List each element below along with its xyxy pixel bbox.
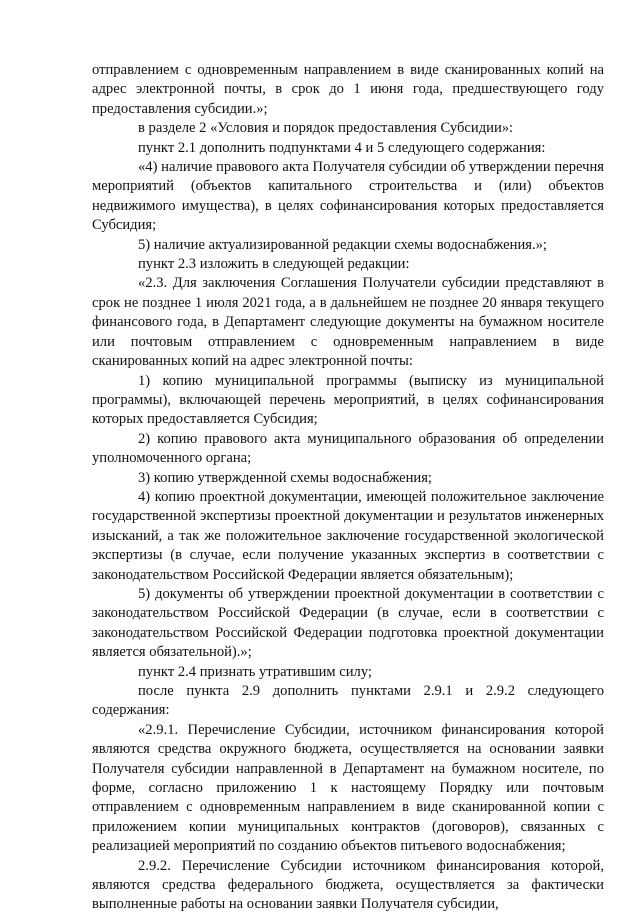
paragraph-item-2-3: пункт 2.3 изложить в следующей редакции:: [138, 256, 410, 273]
paragraph-2-9-1: «2.9.1. Перечисление Субсидии, источником финансирования которой являются средства окружного бюджета, осуществляется на основании заявки Получателя субсидии направленной в Департамент на бумажном носителе, по форме, согласно приложению 1 к настоящему Порядку или почтовым отправлением с одновременным направлением в виде сканированной копии с приложением копии муниципальных контрактов (договоров), связанных с реализацией мероприятий по созданию объектов питьевого водоснабжения;: [92, 721, 604, 855]
paragraph-list-4: 4) копию проектной документации, имеющей положительное заключение государственной экспертизы проектной документации и результатов инженерных изысканий, а так же положительное заключение государственной экологической экспертизы (в случае, если получение указанных экспертиз в соответствии с законодательством Российской Федерации является обязательным);: [92, 488, 604, 583]
paragraph-continuation: отправлением с одновременным направлением в виде сканированных копий на адрес электронной почты, в срок до 1 июня года, предшествующего году предоставления субсидии.»;: [92, 62, 604, 117]
paragraph-list-3: 3) копию утвержденной схемы водоснабжения;: [138, 469, 432, 486]
paragraph-2-3-text: «2.3. Для заключения Соглашения Получатели субсидии представляют в срок не позднее 1 июля 2021 года, а в дальнейшем не позднее 20 января текущего финансового года, в Департамент следующие документы на бумажном носителе или почтовым отправлением с одновременным направлением в виде сканированных копий на адрес электронной почты:: [92, 275, 604, 370]
paragraph-list-2: 2) копию правового акта муниципального образования об определении уполномоченного органа;: [92, 430, 604, 467]
paragraph-item-2-1: пункт 2.1 дополнить подпунктами 4 и 5 следующего содержания:: [138, 139, 546, 156]
paragraph-2-9-2: 2.9.2. Перечисление Субсидии источником финансирования которой, являются средства федерального бюджета, осуществляется за фактически выполненные работы на основании заявки Получателя субсидии,: [92, 857, 604, 913]
paragraph-list-5: 5) документы об утверждении проектной документации в соответствии с законодательством Российской Федерации (в случае, если в соответствии с законодательством Российской Федерации подготовка проектной документации является обязательной).»;: [92, 585, 604, 661]
paragraph-after-2-9: после пункта 2.9 дополнить пунктами 2.9.1 и 2.9.2 следующего содержания:: [92, 683, 604, 719]
paragraph-subitem-4: «4) наличие правового акта Получателя субсидии об утверждении перечня мероприятий (объектов капитального строительства и (или) объектов недвижимого имущества), в целях софинансирования которых предоставляется Субсидия;: [92, 159, 604, 234]
paragraph-subitem-5: 5) наличие актуализированной редакции схемы водоснабжения.»;: [138, 236, 547, 253]
paragraph-item-2-4: пункт 2.4 признать утратившим силу;: [138, 663, 372, 680]
paragraph-list-1: 1) копию муниципальной программы (выписку из муниципальной программы), включающей перечень мероприятий, в целях софинансирования которых предоставляется Субсидия;: [92, 372, 604, 428]
paragraph-section-2-header: в разделе 2 «Условия и порядок предоставления Субсидии»:: [138, 120, 514, 137]
document-body: [92, 61, 604, 915]
